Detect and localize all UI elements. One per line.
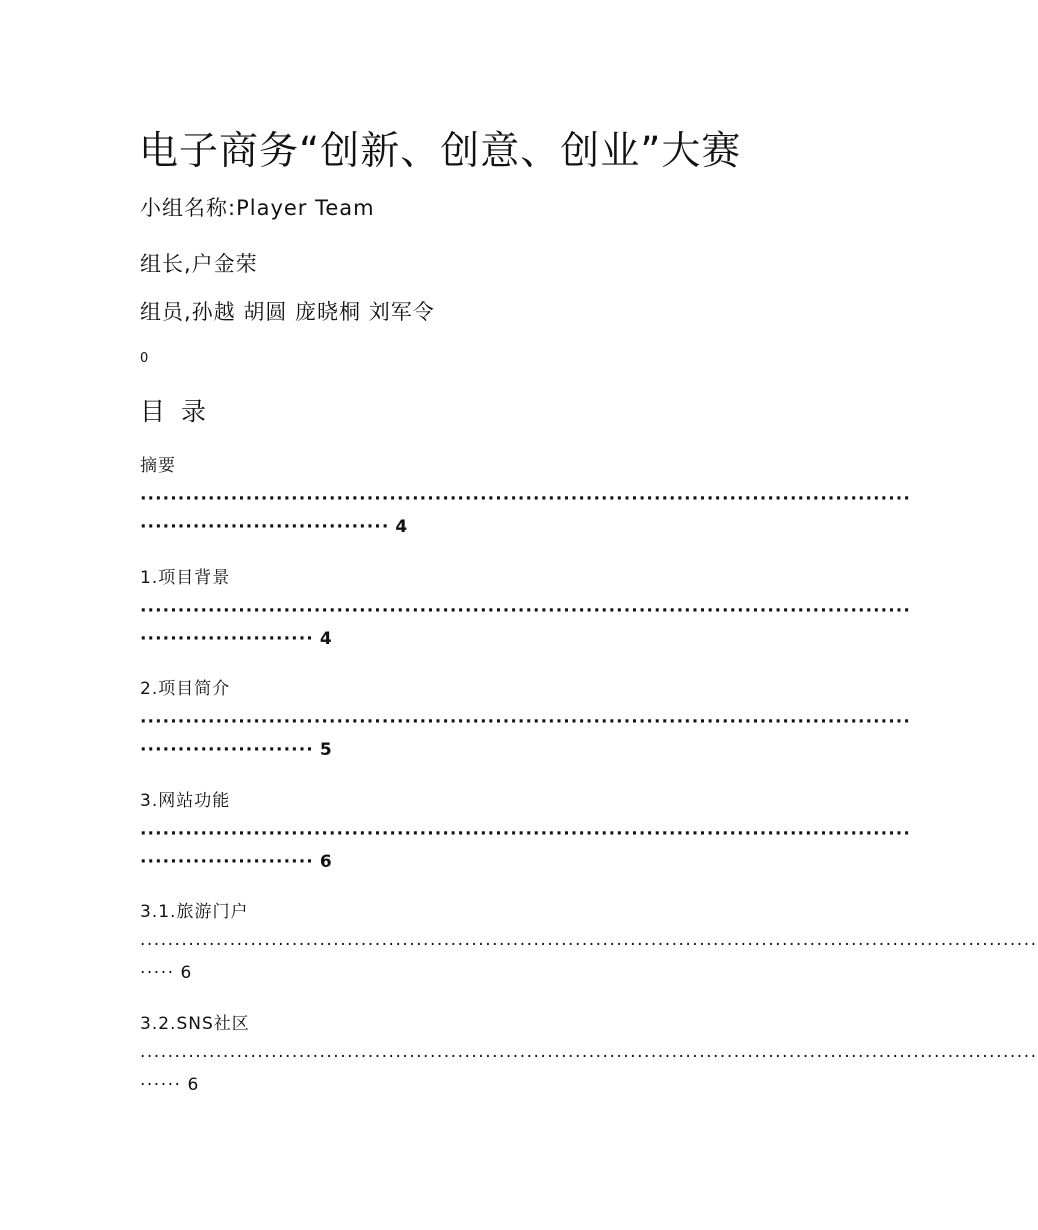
toc-leader-dots: ·································································································································· — [140, 935, 1038, 955]
toc-page-number[interactable]: 6 — [187, 1075, 200, 1095]
toc-entry-label[interactable]: 3.2.SNS社区 — [140, 1014, 250, 1034]
toc-heading: 目 录 — [140, 397, 210, 426]
toc-page-number[interactable]: 5 — [319, 740, 333, 760]
toc-leader-dots: ····· — [140, 963, 175, 983]
toc-leader-dots: ·································································································································· — [140, 1047, 1038, 1067]
stray-number: 0 — [140, 351, 149, 366]
group-leader: 组长,户金荣 — [140, 252, 258, 276]
toc-entry-label[interactable]: 2.项目简介 — [140, 679, 231, 699]
toc-entry-tail — [140, 1074, 200, 1096]
toc-entry-tail — [140, 962, 193, 984]
toc-leader-dots: ······································································································ — [140, 601, 911, 621]
toc-leader-dots: ······································································································ — [140, 489, 911, 509]
document-title: 电子商务“创新、创意、创业”大赛 — [139, 129, 742, 174]
toc-page-number[interactable]: 4 — [319, 629, 333, 649]
group-name: 小组名称:Player Team — [140, 196, 375, 220]
toc-entry-label[interactable]: 1.项目背景 — [140, 568, 231, 588]
toc-leader-dots: ······················· — [140, 629, 314, 649]
toc-page-number[interactable]: 4 — [395, 517, 409, 537]
toc-entry-tail — [140, 851, 333, 873]
toc-leader-dots: ······················· — [140, 852, 314, 872]
toc-page-number[interactable]: 6 — [180, 963, 193, 983]
toc-leader-dots: ······································································································ — [140, 712, 911, 732]
toc-leader-dots: ······················· — [140, 740, 314, 760]
toc-page-number[interactable]: 6 — [319, 852, 333, 872]
toc-entry-tail — [140, 516, 408, 538]
toc-leader-dots: ······ — [140, 1075, 182, 1095]
toc-leader-dots: ······································································································ — [140, 824, 911, 844]
toc-entry-label[interactable]: 摘要 — [140, 456, 176, 476]
toc-entry-label[interactable]: 3.1.旅游门户 — [140, 902, 249, 922]
toc-entry-label[interactable]: 3.网站功能 — [140, 791, 231, 811]
toc-leader-dots: ································· — [140, 517, 390, 537]
group-members: 组员,孙越 胡圆 庞晓桐 刘军令 — [140, 300, 435, 324]
toc-entry-tail — [140, 739, 333, 761]
toc-entry-tail — [140, 628, 333, 650]
